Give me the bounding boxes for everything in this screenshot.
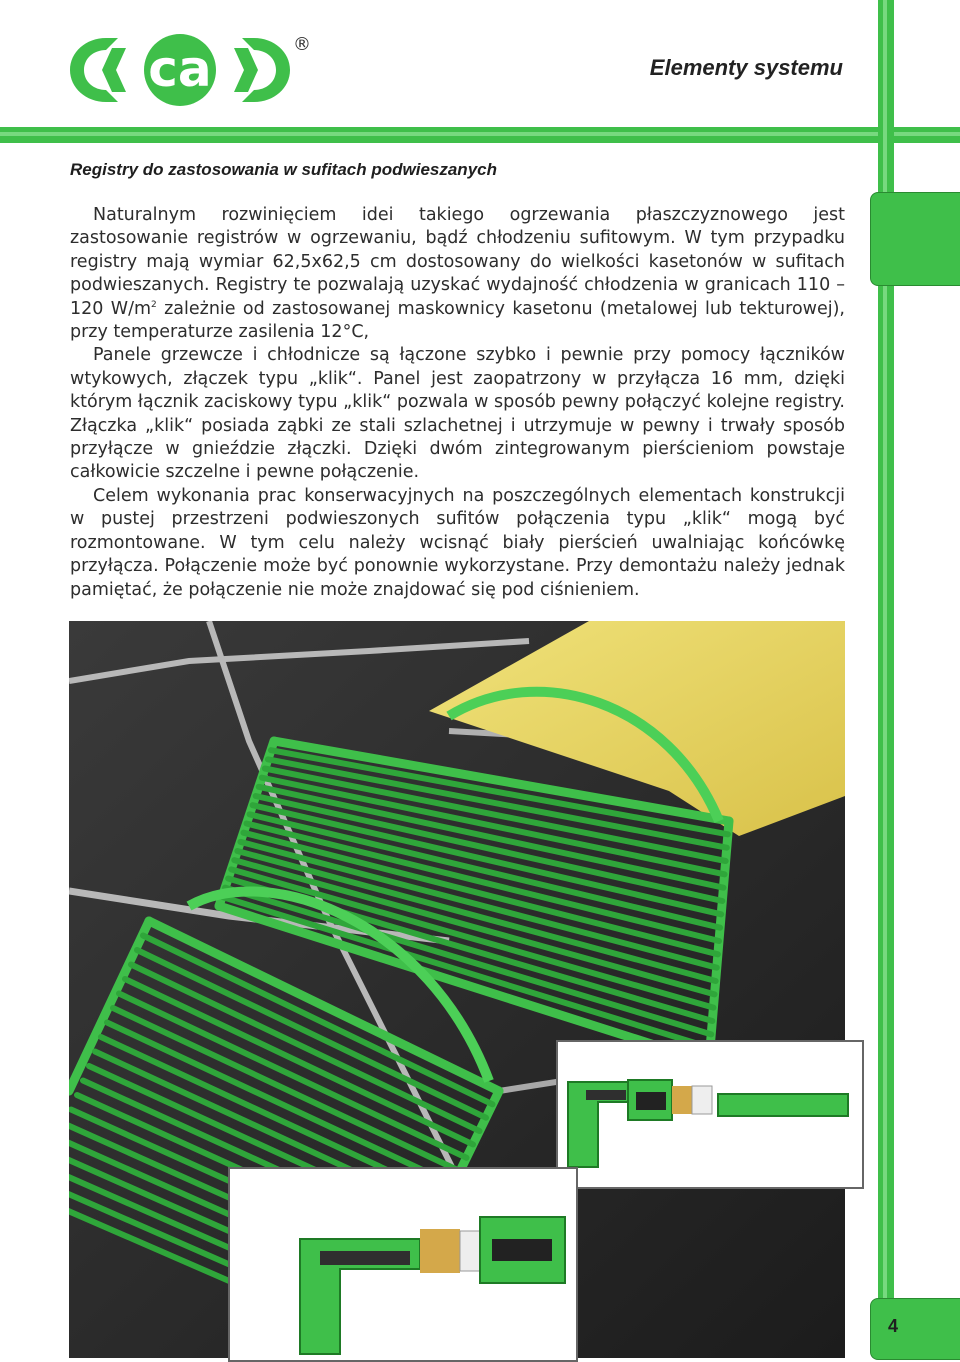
- paragraph-1: [70, 204, 845, 344]
- company-logo: [66, 30, 316, 110]
- paragraph-3: Celem wykonania prac konserwacyjnych na poszczególnych elementach konstrukcji w pustej przestrzeni podwieszonych sufitów połączenia typu „klik“ mogą być rozmontowane. W tym celu należy wcisnąć biały pierścień uwalniając końcówkę przyłącza. Połączenie może być ponownie wykorzystane. Przy demontażu należy jednak pamiętać, że połączenie nie może znajdować się pod ciśnieniem.: [70, 485, 845, 600]
- page-number: 4: [888, 1316, 899, 1336]
- paragraph-1-text-b: zależnie od zastosowanej maskownicy kasetonu (metalowej lub tekturowej), przy temperaturze zasilenia 12°C,: [70, 298, 845, 343]
- body-text: [70, 204, 845, 602]
- header-green-bar: [0, 127, 960, 143]
- page-number-badge: [870, 1298, 960, 1360]
- page-title: Elementy systemu: [649, 55, 843, 80]
- connector-cross-section-2: [228, 1167, 578, 1362]
- paragraph-1-text-a: Naturalnym rozwinięciem idei takiego ogrzewania płaszczyznowego jest zastosowanie registrów w ogrzewaniu, bądź chłodzeniu sufitowym. W tym przypadku registry mają wymiar 62,5x62,5 cm dostosowany do wielkości kasetonów w sufitach podwieszanych. Registry te pozwalają uzyskać wydajność chłodzenia w granicach 110 – 120 W/m: [70, 205, 845, 319]
- connector-cross-section-1: [556, 1040, 864, 1189]
- section-heading: Registry do zastosowania w sufitach podwieszanych: [70, 160, 497, 179]
- paragraph-2: Panele grzewcze i chłodnicze są łączone szybko i pewnie przy pomocy łączników wtykowych, złączek typu „klik“. Panel jest zaopatrzony w przyłącza 16 mm, dzięki którym łącznik zaciskowy typu „klik“ pozwala w sposób pewny połączyć kolejne registry. Złączka „klik“ posiada ząbki ze stali szlachetnej i utrzymuje w pewny i trwały sposób przyłącze w gnieździe złączki. Dzięki dwóm zintegrowanym pierścieniom powstaje całkowicie szczelne i pewne połączenie.: [70, 345, 845, 483]
- side-tab: [870, 192, 960, 286]
- logo-letters: ca: [148, 40, 212, 98]
- unit-superscript: 2: [151, 299, 157, 310]
- registered-mark: ®: [293, 34, 311, 55]
